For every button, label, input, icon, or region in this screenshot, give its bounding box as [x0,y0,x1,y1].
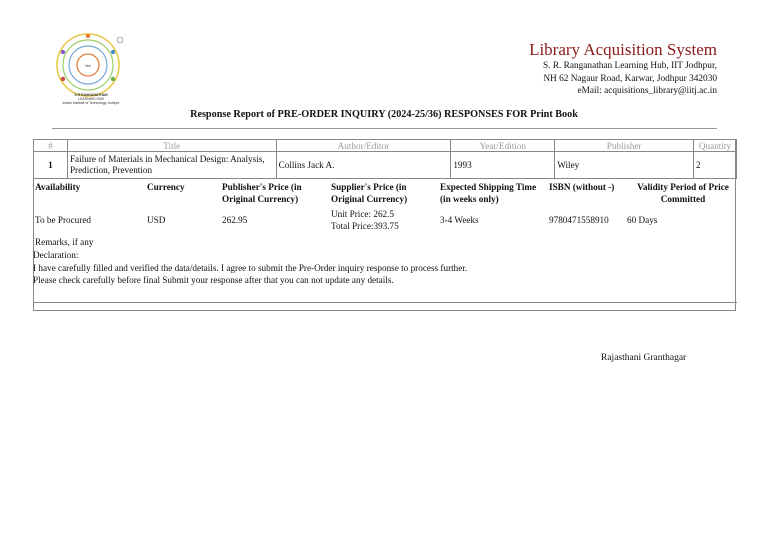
header-block [529,40,717,98]
address-line: NH 62 Nagaur Road, Karwar, Jodhpur 342030 [543,73,717,84]
items-table [33,139,737,179]
logo-caption-line: LEARNING HUB [78,97,104,101]
isbn-header: ISBN (without -) [549,182,615,192]
email-line: eMail: acquisitions_library@iitj.ac.in [577,86,717,96]
col-header-quantity: Quantity [693,140,736,152]
book-year: 1993 [451,152,555,179]
validity-value: 60 Days [627,215,658,225]
book-title: Failure of Materials in Mechanical Design: Analysis, Prediction, Prevention [67,152,276,179]
currency-header: Currency [147,182,185,192]
availability-value: To be Procured [35,215,91,225]
address-line: S. R. Ranganathan Learning Hub, IIT Jodhpur, [543,61,717,71]
logo-caption [52,93,130,105]
declaration-line: Please check carefully before final Submit your response after that you can not update any details. [33,275,394,285]
publisher-price-value: 262.95 [222,215,248,225]
book-quantity: 2 [693,152,736,179]
isbn-value: 9780471558910 [549,215,609,225]
shipping-time-header: Expected Shipping Time (in weeks only) [440,182,537,204]
validity-header: Validity Period of Price Committed [637,182,729,204]
report-title: Response Report of PRE-ORDER INQUIRY (2024-25/36) RESPONSES FOR Print Book [190,109,578,120]
availability-header: Availability [35,182,81,192]
signature: Rajasthani Granthagar [601,353,687,363]
table-header-row [34,140,737,152]
unit-price-value: Unit Price: 262.5 [331,209,395,219]
remarks-label: Remarks, if any [35,237,94,247]
row-number: 1 [34,152,68,179]
logo-caption-line: Indian Institute of Technology Jodhpur [62,101,120,105]
total-price-value: Total Price:393.75 [331,221,399,231]
col-header-author: Author/Editor [276,140,451,152]
svg-text:Hub: Hub [85,64,91,68]
system-title: Library Acquisition System [529,40,717,59]
divider [52,128,717,129]
declaration-label: Declaration: [33,250,79,260]
shipping-time-value: 3-4 Weeks [440,215,479,225]
supplier-price-header: Supplier's Price (in Original Currency) [331,182,408,204]
col-header-title: Title [67,140,276,152]
divider [33,302,737,303]
logo-caption-line: S R RANGANATHAN [74,93,108,97]
book-publisher: Wiley [555,152,694,179]
col-header-number: # [34,140,68,152]
col-header-year: Year/Edition [451,140,555,152]
col-header-publisher: Publisher [555,140,694,152]
book-author: Collins Jack A. [276,152,451,179]
declaration-line: I have carefully filled and verified the data/details. I agree to submit the Pre-Order inquiry response to process further. [33,263,468,273]
publisher-price-header: Publisher's Price (in Original Currency) [222,182,302,204]
currency-value: USD [147,215,166,225]
table-row [34,152,737,179]
